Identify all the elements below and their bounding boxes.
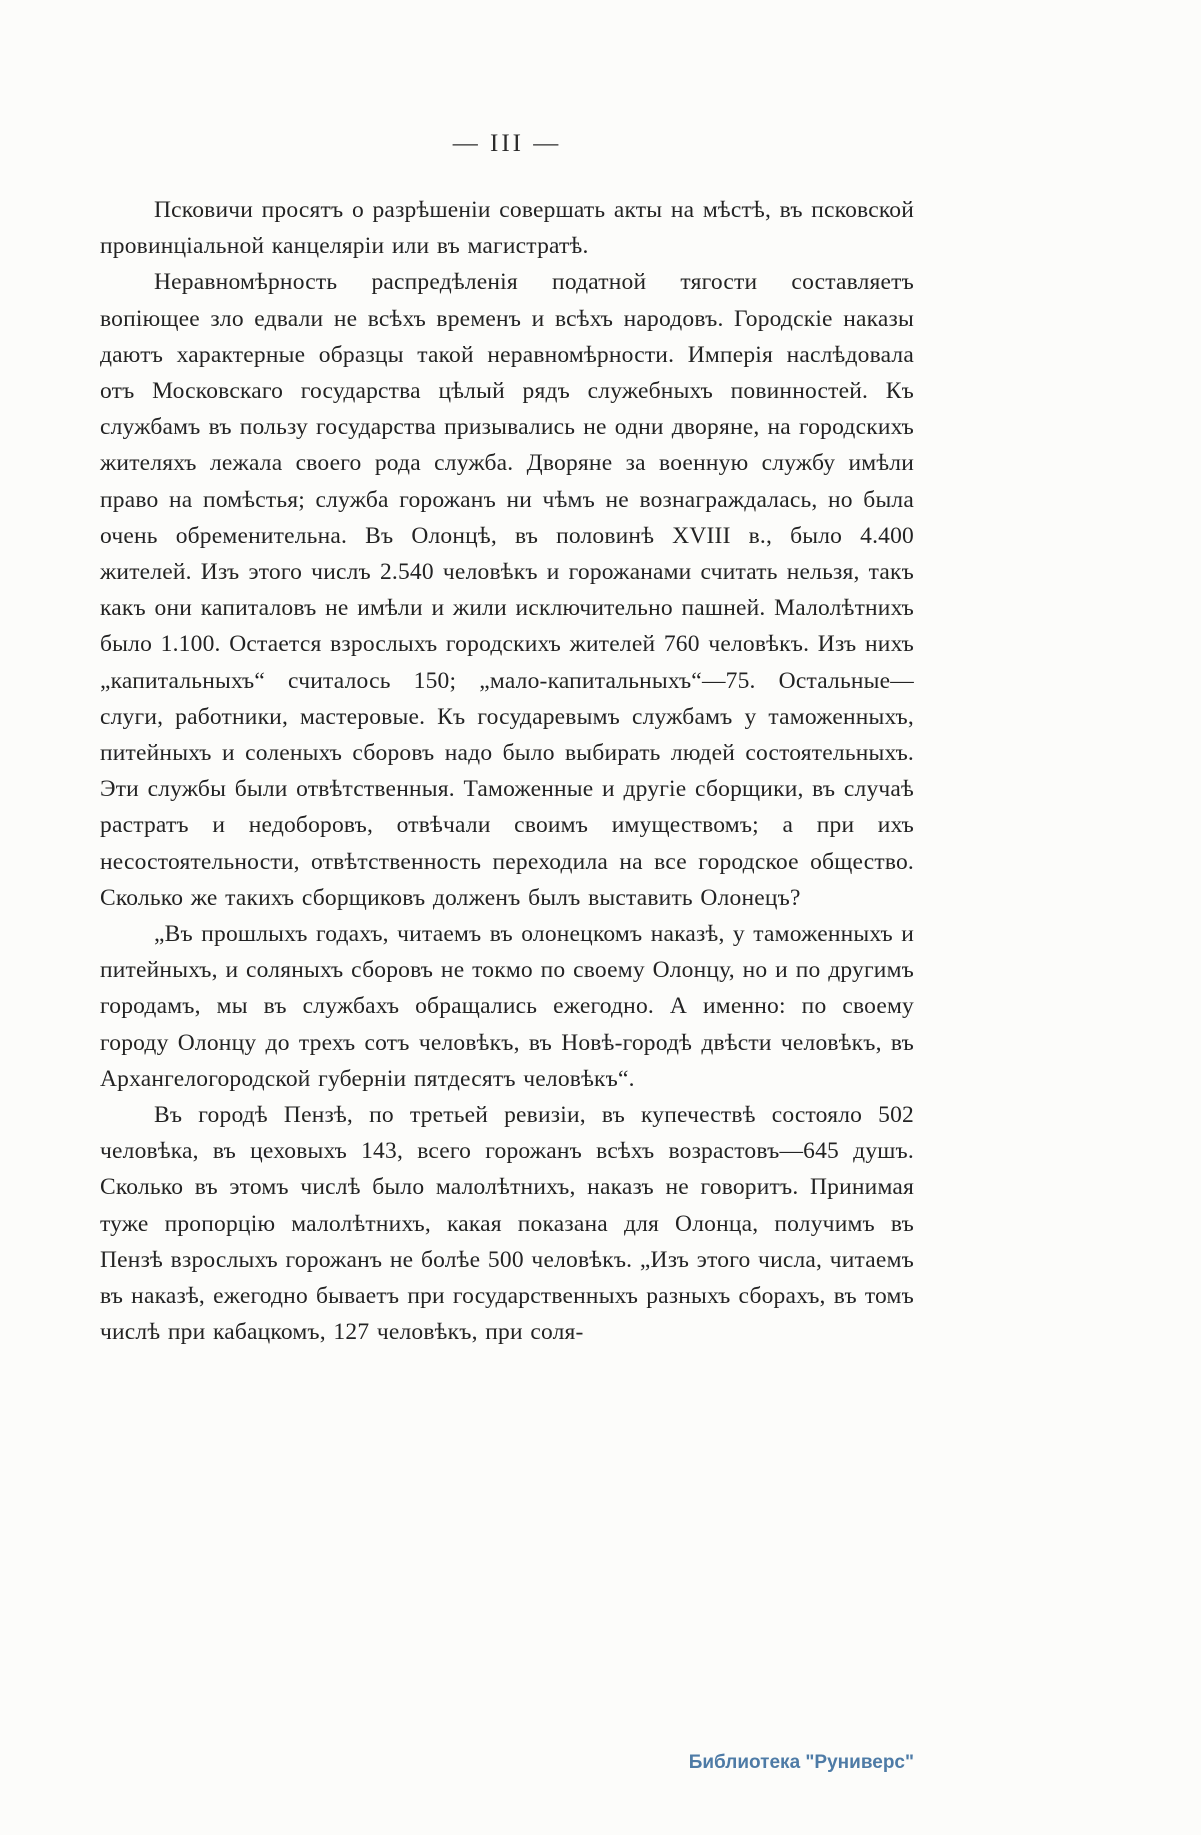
paragraph: „Въ прошлыхъ годахъ, читаемъ въ олонецкомъ наказѣ, у таможенныхъ и питейныхъ, и соляныхъ сборовъ не токмо по своему Олонцу, но и по другимъ городамъ, мы въ службахъ обращались ежегодно. А именно: по своему городу Олонцу до трехъ сотъ человѣкъ, въ Новѣ-городѣ двѣсти человѣкъ, въ Архангелогородской губерніи пятдесятъ человѣкъ“. bbox=[100, 921, 914, 1092]
paragraph: Въ городѣ Пензѣ, по третьей ревизіи, въ купечествѣ состояло 502 человѣка, въ цеховыхъ 143, всего горожанъ всѣхъ возрастовъ—645 душъ. Сколько въ этомъ числѣ было малолѣтнихъ, наказъ не говоритъ. Принимая туже пропорцію малолѣтнихъ, какая показана для Олонца, получимъ въ Пензѣ взрослыхъ горожанъ не болѣе 500 человѣкъ. „Изъ этого числа, читаемъ въ наказѣ, ежегодно бываетъ при государственныхъ разныхъ сборахъ, въ томъ числѣ при кабацкомъ, 127 человѣкъ, при соля- bbox=[100, 1102, 914, 1346]
library-watermark: Библиотека "Руниверс" bbox=[688, 1752, 914, 1773]
page-number: — III — bbox=[452, 130, 562, 157]
body-text bbox=[100, 192, 914, 1351]
paragraph: Псковичи просятъ о разрѣшеніи совершать акты на мѣстѣ, въ псковской провинціальной канцеляріи или въ магистратѣ. bbox=[100, 197, 914, 260]
paragraph: Неравномѣрность распредѣленія податной тягости составляетъ вопіющее зло едвали не всѣхъ временъ и всѣхъ народовъ. Городскіе наказы даютъ характерные образцы такой неравномѣрности. Имперія наслѣдовала отъ Московскаго государства цѣлый рядъ служебныхъ повинностей. Къ службамъ въ пользу государства призывались не одни дворяне, на городскихъ жителяхъ лежала своего рода служба. Дворяне за военную службу имѣли право на помѣстья; служба горожанъ ни чѣмъ не вознаграждалась, но была очень обременительна. Въ Олонцѣ, въ половинѣ XVIII в., было 4.400 жителей. Изъ этого числъ 2.540 человѣкъ и горожанами считать нельзя, такъ какъ они капиталовъ не имѣли и жили исключительно пашней. Малолѣтнихъ было 1.100. Остается взрослыхъ городскихъ жителей 760 человѣкъ. Изъ нихъ „капитальныхъ“ считалось 150; „мало-капитальныхъ“—75. Остальные—слуги, работники, мастеровые. Къ государевымъ службамъ у таможенныхъ, питейныхъ и соленыхъ сборовъ надо было выбирать людей состоятельныхъ. Эти службы были отвѣтственныя. Таможенные и другіе сборщики, въ случаѣ растратъ и недоборовъ, отвѣчали своимъ имуществомъ; а при ихъ несостоятельности, отвѣтственность переходила на все городское общество. Сколько же такихъ сборщиковъ долженъ былъ выставить Олонецъ? bbox=[100, 269, 914, 911]
